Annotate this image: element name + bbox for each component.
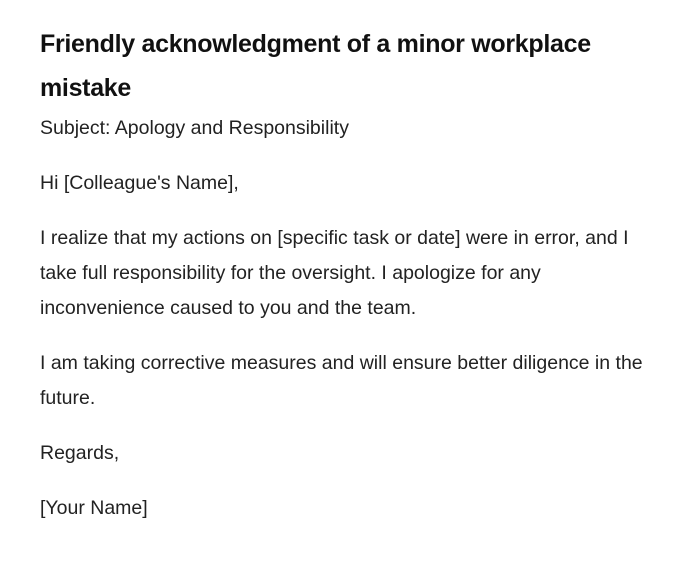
subject-line: Subject: Apology and Responsibility bbox=[40, 117, 349, 139]
body-paragraph: I am taking corrective measures and will ensure better diligence in the future. bbox=[40, 352, 643, 409]
signature: [Your Name] bbox=[40, 497, 148, 519]
body-paragraph: I realize that my actions on [specific task or date] were in error, and I take full responsibility for the oversight. I apologize for any inconvenience caused to you and the team. bbox=[40, 227, 629, 319]
document-title: Friendly acknowledgment of a minor workplace mistake bbox=[40, 30, 591, 102]
greeting: Hi [Colleague's Name], bbox=[40, 172, 239, 194]
document bbox=[40, 22, 650, 526]
closing: Regards, bbox=[40, 442, 120, 464]
